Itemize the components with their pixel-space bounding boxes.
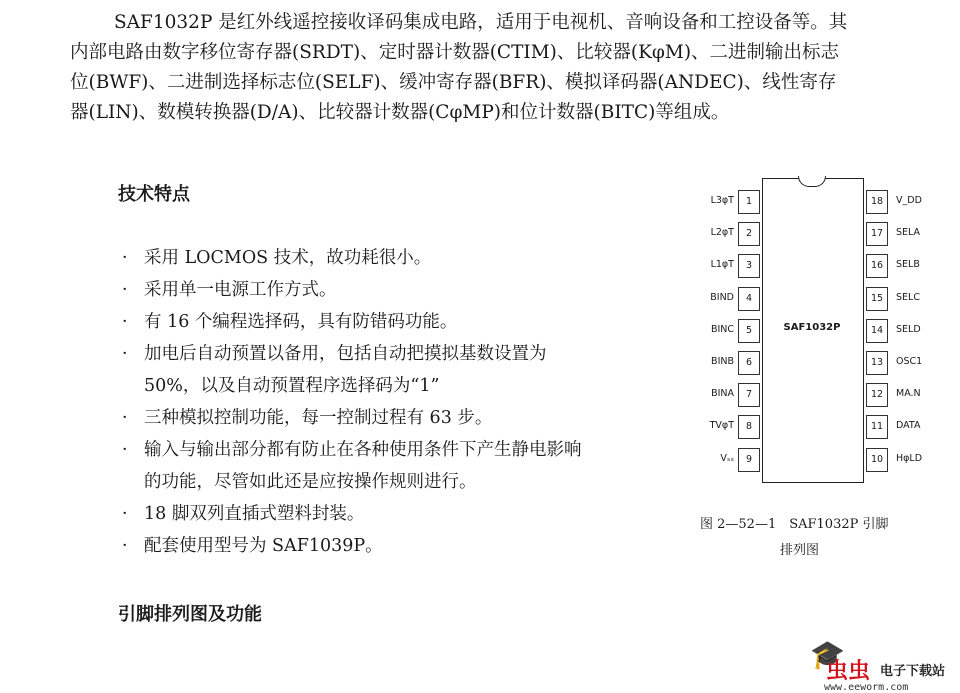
feature-item xyxy=(118,338,688,402)
chip-pinout-diagram xyxy=(700,178,923,483)
feature-item xyxy=(118,530,688,562)
caption-line: 图 2—52—1 SAF1032P 引脚 xyxy=(700,517,889,532)
pin-label: BIND xyxy=(710,291,734,303)
intro-line: 器(LIN)、数模转换器(D/A)、比较器计数器(CφMP)和位计数器(BITC)等组成。 xyxy=(70,102,730,123)
feature-text-continued: 的功能，尽管如此还是应按操作规则进行。 xyxy=(144,472,477,492)
feature-text: 采用 LOCMOS 技术，故功耗很小。 xyxy=(144,248,432,268)
feature-item xyxy=(118,274,688,306)
bullet: · xyxy=(122,248,128,268)
bullet: · xyxy=(122,536,128,556)
bullet: · xyxy=(122,280,128,300)
pin-label: BINB xyxy=(711,356,734,367)
pin-label: MA.N xyxy=(896,388,921,400)
intro-paragraph xyxy=(70,8,950,128)
pin-number: 7 xyxy=(738,383,760,407)
pin-10 xyxy=(700,448,923,472)
pin-label: BINA xyxy=(711,388,734,400)
pin-number: 16 xyxy=(866,254,888,278)
pin-number: 5 xyxy=(738,319,760,343)
pin-label: HφLD xyxy=(896,452,923,464)
figure-caption xyxy=(700,512,930,564)
feature-item xyxy=(118,402,688,434)
pin-11 xyxy=(700,415,920,439)
pin-15 xyxy=(700,287,920,311)
caption-line: 排列图 xyxy=(780,543,820,558)
pin-label: OSC1 xyxy=(896,356,923,367)
intro-line: SAF1032P 是红外线遥控接收译码集成电路，适用于电视机、音响设备和工控设备等。其 xyxy=(114,12,848,33)
pin-number: 18 xyxy=(866,190,888,214)
pin-number: 1 xyxy=(738,190,760,214)
feature-text: 18 脚双列直插式塑料封装。 xyxy=(144,504,365,524)
pin-number: 2 xyxy=(738,222,760,246)
feature-text: 有 16 个编程选择码，具有防错码功能。 xyxy=(144,312,458,332)
pin-18 xyxy=(700,190,920,214)
pin-label: DATA xyxy=(896,420,921,432)
pin-14 xyxy=(700,319,920,343)
watermark-logo xyxy=(810,632,960,693)
pin-17 xyxy=(700,222,920,246)
pin-label: SELB xyxy=(896,259,920,271)
pin-16 xyxy=(700,254,920,278)
pin-number: 13 xyxy=(866,351,888,375)
feature-text: 配套使用型号为 SAF1039P。 xyxy=(144,536,383,556)
pin-label: V_DD xyxy=(896,195,922,206)
feature-text: 采用单一电源工作方式。 xyxy=(144,280,337,300)
pin-number: 10 xyxy=(866,448,888,472)
feature-text: 三种模拟控制功能，每一控制过程有 63 步。 xyxy=(144,408,493,428)
feature-item xyxy=(118,242,688,274)
pin-label: SELC xyxy=(896,291,920,303)
bullet: · xyxy=(122,312,128,332)
intro-line: 内部电路由数字移位寄存器(SRDT)、定时器计数器(CTIM)、比较器(KφM)、二进制输出标志 xyxy=(70,42,840,63)
bullet: · xyxy=(122,408,128,428)
chip-name: SAF1032P xyxy=(783,322,841,333)
pin-number: 14 xyxy=(866,319,888,343)
pin-label: SELA xyxy=(896,227,921,239)
pin-label: SELD xyxy=(896,323,921,335)
feature-text-continued: 50%，以及自动预置程序选择码为“1” xyxy=(144,376,440,396)
intro-line: 位(BWF)、二进制选择标志位(SELF)、缓冲寄存器(BFR)、模拟译码器(ANDEC)、线性寄存 xyxy=(70,72,837,93)
pin-number: 9 xyxy=(738,448,760,472)
feature-item xyxy=(118,306,688,338)
pin-number: 15 xyxy=(866,287,888,311)
pinout-heading: 引脚排列图及功能 xyxy=(118,604,262,625)
watermark-url: www.eeworm.com xyxy=(824,682,909,693)
pin-number: 8 xyxy=(738,415,760,439)
bullet: · xyxy=(122,344,128,364)
pin-label: Vₛₛ xyxy=(720,452,734,464)
pin-number: 3 xyxy=(738,254,760,278)
pin-label: TVφT xyxy=(709,420,734,432)
pin-label: L2φT xyxy=(710,227,734,239)
feature-text: 加电后自动预置以备用，包括自动把摸拟基数设置为 xyxy=(144,344,547,364)
pin-number: 12 xyxy=(866,383,888,407)
bullet: · xyxy=(122,504,128,524)
pin-number: 11 xyxy=(866,415,888,439)
watermark-brand: 虫虫 xyxy=(826,659,871,684)
pin-number: 17 xyxy=(866,222,888,246)
pin-number: 4 xyxy=(738,287,760,311)
pin-12 xyxy=(700,383,920,407)
feature-item xyxy=(118,498,688,530)
watermark-site: 电子下载站 xyxy=(880,664,946,679)
pin-label: L3φT xyxy=(710,195,734,206)
features-heading: 技术特点 xyxy=(118,184,190,205)
pin-label: L1φT xyxy=(710,259,734,271)
pin-number: 6 xyxy=(738,351,760,375)
bullet: · xyxy=(122,440,128,460)
pin-label: BINC xyxy=(710,323,734,335)
features-list xyxy=(118,242,688,562)
graduation-cap-icon: 🎓 xyxy=(810,638,845,671)
feature-item xyxy=(118,434,688,498)
feature-text: 输入与输出部分都有防止在各种使用条件下产生静电影响 xyxy=(144,440,582,460)
pin-13 xyxy=(700,351,923,375)
